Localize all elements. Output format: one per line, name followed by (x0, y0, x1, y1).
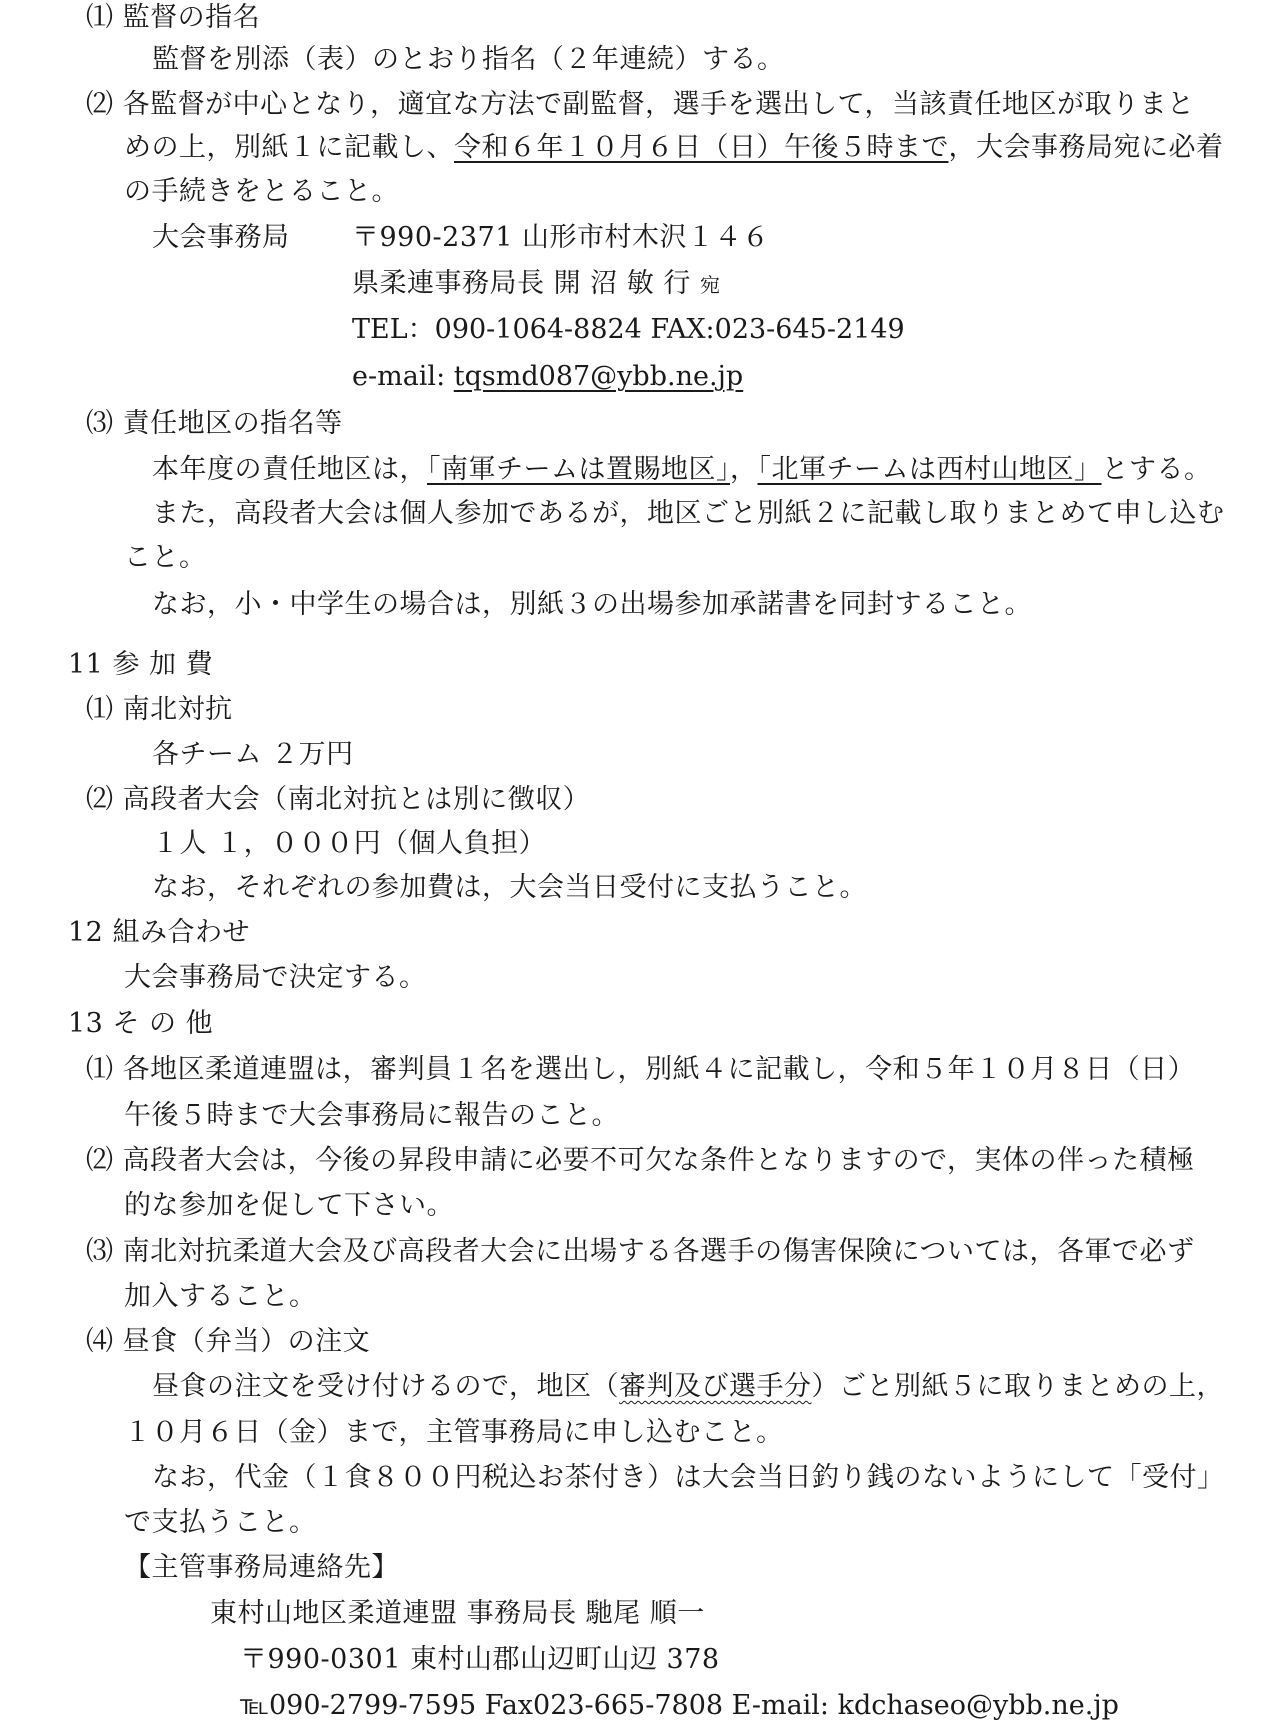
s11-2-body: １人 １，０００円（個人負担） (152, 828, 547, 859)
s13-2-line-2: 的な参加を促して下さい。 (124, 1190, 454, 1221)
s10-2-text-pre: めの上，別紙１に記載し、 (124, 132, 454, 163)
s13-4-text-pre: 昼食の注文を受け付けるので，地区（ (152, 1371, 619, 1402)
office-label: 大会事務局 (152, 222, 290, 253)
s11-note: なお，それぞれの参加費は，大会当日受付に支払うこと。 (152, 872, 867, 903)
s10-1-heading: ⑴ 監督の指名 (86, 2, 261, 33)
s10-3-line-4: なお，小・中学生の場合は，別紙３の出場参加承諾書を同封すること。 (152, 589, 1032, 620)
s10-2-line-2 (124, 128, 1223, 168)
s10-3-heading: ⑶ 責任地区の指名等 (86, 408, 343, 439)
s10-3-line-1 (152, 450, 1212, 490)
contact-address: 〒990-0301 東村山郡山辺町山辺 378 (240, 1644, 720, 1675)
s13-2-line-1: ⑵ 高段者大会は，今後の昇段申請に必要不可欠な条件となりますので，実体の伴った積極 (86, 1145, 1195, 1176)
entry-deadline: 令和６年１０月６日（日）午後５時まで (454, 132, 949, 163)
referees-and-players: 審判及び選手分 (618, 1371, 812, 1402)
s10-2-line-1: ⑵ 各監督が中心となり，適宜な方法で副監督，選手を選出して，当該責任地区が取りまと (86, 89, 1195, 120)
s13-heading: 13 そ の 他 (68, 1008, 214, 1039)
office-email-link[interactable]: tqsmd087@ybb.ne.jp (453, 361, 744, 392)
s13-4-line-2: １０月６日（金）まで，主管事務局に申し込むこと。 (124, 1417, 784, 1448)
s10-3-text-post: とする。 (1101, 454, 1212, 485)
s11-2-heading: ⑵ 高段者大会（南北対抗とは別に徴収） (86, 784, 591, 815)
s12-body: 大会事務局で決定する。 (124, 962, 427, 993)
s11-1-body: 各チーム ２万円 (152, 739, 354, 770)
contact-tel-fax-email: ℡090-2799-7595 Fax023-665-7808 E-mail: kdchaseo@ybb.ne.jp (240, 1690, 1119, 1721)
s10-3-line-3: こと。 (124, 542, 207, 573)
contact-heading: 【主管事務局連絡先】 (124, 1552, 399, 1583)
north-team-district: 「北軍チームは西村山地区」 (757, 454, 1102, 485)
s12-heading: 12 組み合わせ (68, 917, 250, 948)
s13-4-line-4: で支払うこと。 (124, 1507, 317, 1538)
s13-1-line-2: 午後５時まで大会事務局に報告のこと。 (124, 1100, 619, 1131)
s10-2-line-3: の手続きをとること。 (124, 176, 399, 207)
s10-3-text-pre: 本年度の責任地区は， (152, 454, 427, 485)
office-email-line (352, 357, 743, 397)
s10-3-line-2: また，高段者大会は個人参加であるが，地区ごと別紙２に記載し取りまとめて申し込む (152, 498, 1225, 529)
s10-3-comma: ， (730, 454, 758, 485)
s13-1-line-1: ⑴ 各地区柔道連盟は，審判員１名を選出し，別紙４に記載し，令和５年１０月８日（日） (86, 1054, 1196, 1085)
s13-4-line-1 (152, 1367, 1224, 1407)
office-email-label: e-mail: (352, 361, 446, 392)
office-address: 〒990-2371 山形市村木沢１４６ (352, 222, 770, 253)
office-person (352, 264, 720, 305)
office-tel-fax: TEL：090-1064-8824 FAX:023-645-2149 (352, 314, 905, 345)
south-team-district: 「南軍チームは置賜地区」 (427, 454, 730, 485)
s11-heading: 11 参 加 費 (68, 649, 214, 680)
s10-1-body: 監督を別添（表）のとおり指名（２年連続）する。 (152, 44, 785, 75)
s13-4-heading: ⑷ 昼食（弁当）の注文 (86, 1326, 371, 1357)
s13-3-line-2: 加入すること。 (124, 1281, 317, 1312)
s13-4-line-3: なお，代金（１食８００円税込お茶付き）は大会当日釣り銭のないようにして「受付」 (152, 1462, 1225, 1493)
office-person-name: 県柔連事務局長 開 沼 敏 行 (352, 268, 691, 299)
s13-4-text-post: ）ごと別紙５に取りまとめの上， (811, 1371, 1224, 1402)
s11-1-heading: ⑴ 南北対抗 (86, 694, 233, 725)
contact-organization: 東村山地区柔道連盟 事務局長 馳尾 順一 (210, 1598, 705, 1629)
s10-2-text-post: ，大会事務局宛に必着 (948, 132, 1224, 163)
office-person-suffix: 宛 (699, 273, 721, 297)
s13-3-line-1: ⑶ 南北対抗柔道大会及び高段者大会に出場する各選手の傷害保険については，各軍で必ず (86, 1236, 1195, 1267)
